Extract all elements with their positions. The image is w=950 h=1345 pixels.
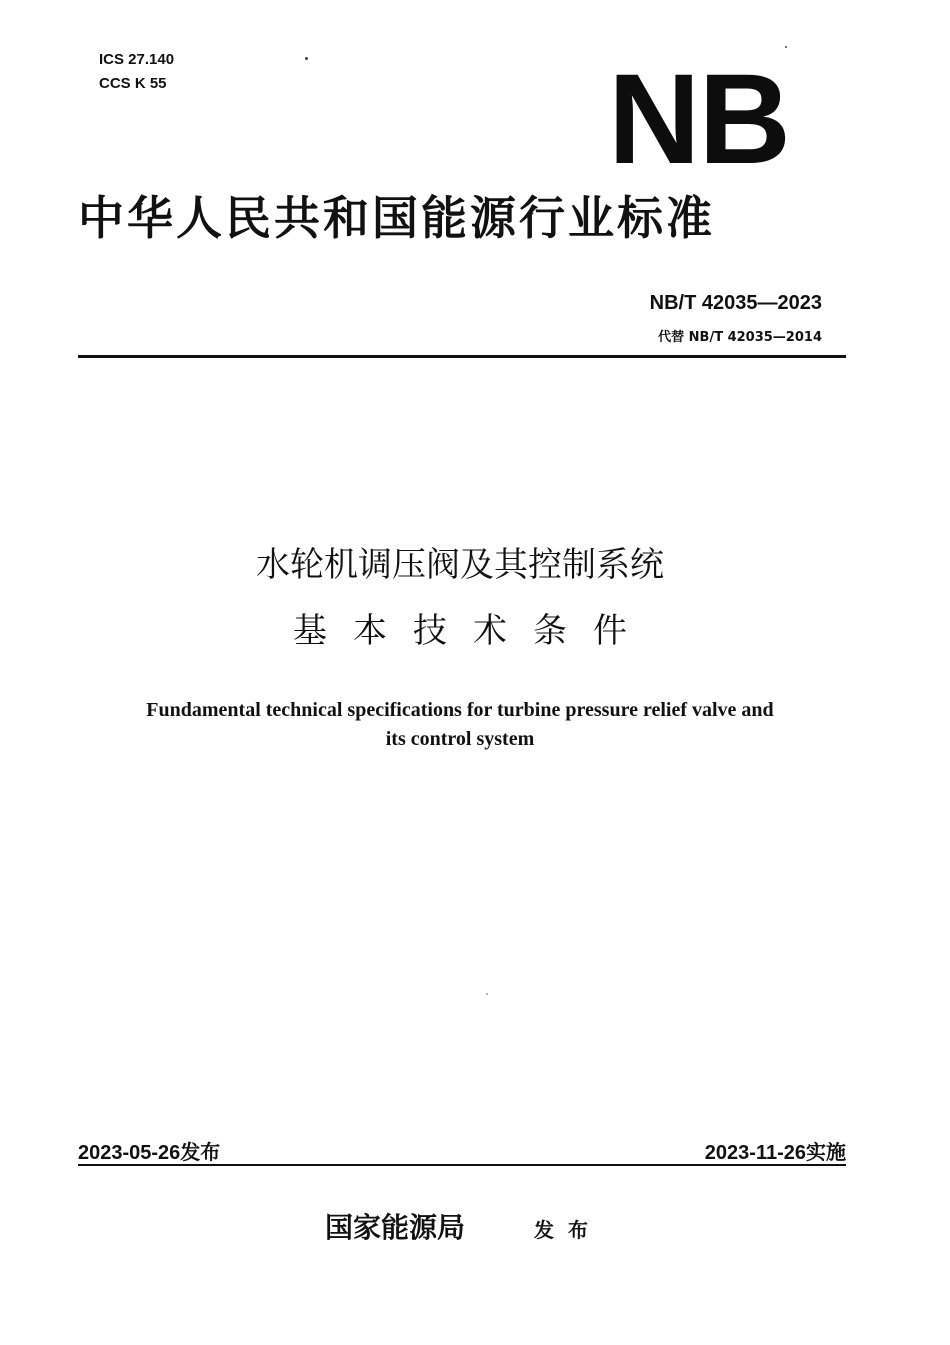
issuing-authority: 国家能源局 (325, 1211, 466, 1244)
effective-date: 2023-11-26实施 (704, 1142, 846, 1164)
title-en-line1: Fundamental technical specifications for turbine pressure relief valve and (146, 699, 774, 721)
nb-logo: NB (608, 48, 789, 191)
publish-date: 2023-05-26发布 (78, 1142, 221, 1164)
scan-speck (305, 57, 308, 60)
standard-number: NB/T 42035—2023 (649, 292, 822, 314)
ccs-code: CCS K 55 (99, 75, 167, 92)
issuer-title: 中华人民共和国能源行业标准 (78, 191, 715, 245)
bottom-divider (78, 1164, 846, 1166)
title-en (90, 696, 830, 754)
authority-action: 发布 (534, 1218, 602, 1242)
title-cn-line2: 基本技术条件 (293, 611, 653, 651)
replaces-standard: 代替 NB/T 42035—2014 (658, 330, 822, 345)
top-divider (78, 355, 846, 358)
scan-speck (486, 993, 488, 995)
ics-code: ICS 27.140 (99, 51, 175, 68)
title-en-line2: its control system (385, 728, 535, 750)
classification-codes (99, 48, 174, 96)
title-cn-line1: 水轮机调压阀及其控制系统 (256, 545, 664, 585)
